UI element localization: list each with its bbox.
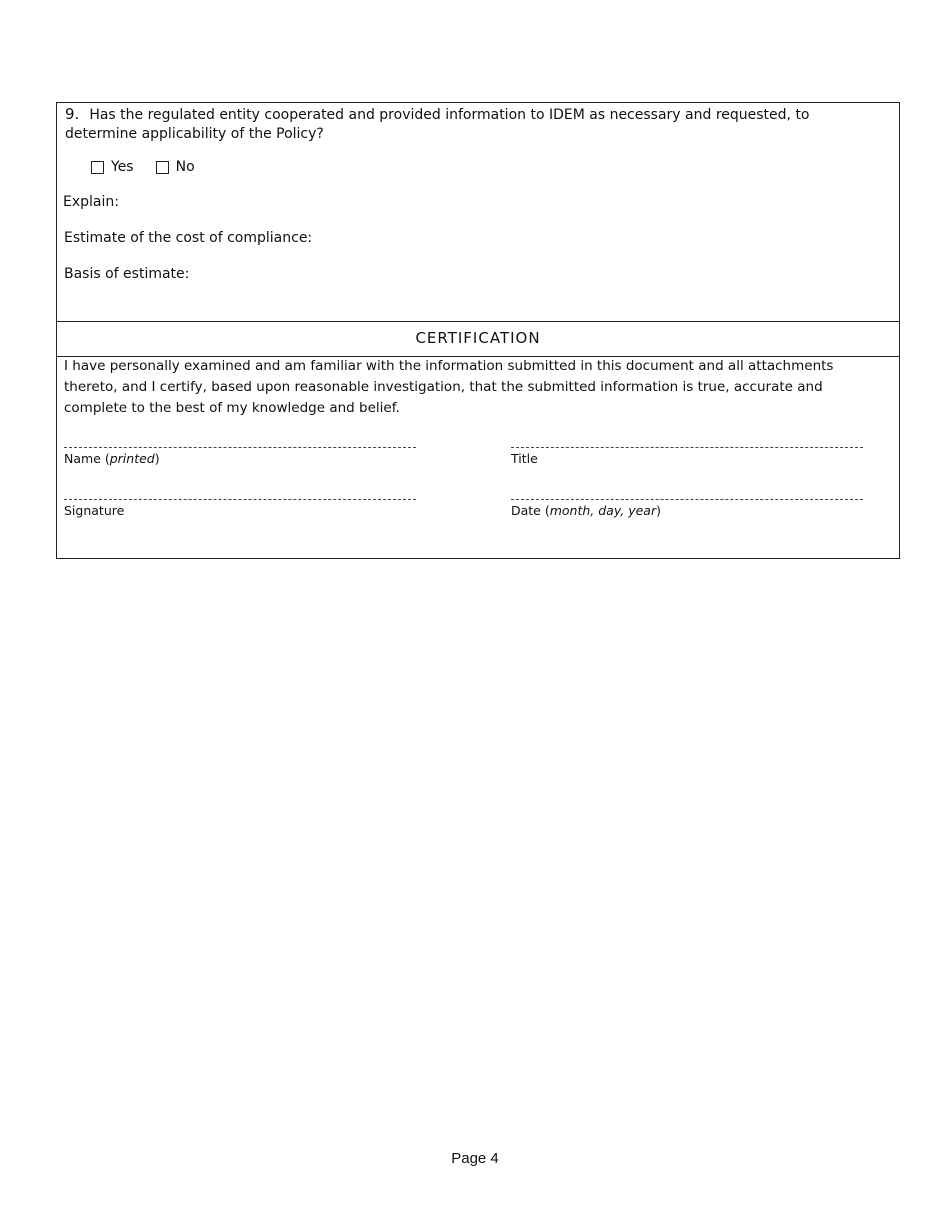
signature-line[interactable] — [64, 499, 416, 500]
option-no-label: No — [175, 159, 195, 175]
date-line[interactable] — [511, 499, 863, 500]
name-field[interactable] — [64, 447, 414, 466]
form-box — [56, 102, 900, 559]
question-section — [57, 103, 899, 322]
question-text: Has the regulated entity cooperated and provided information to IDEM as necessary and requested, to determine applicability of the Policy? — [65, 107, 810, 142]
basis-estimate-label: Basis of estimate: — [64, 266, 190, 282]
yes-checkbox[interactable] — [91, 161, 104, 174]
title-label: Title — [511, 451, 538, 466]
option-yes[interactable] — [91, 159, 134, 175]
cost-estimate-label: Estimate of the cost of compliance: — [64, 230, 313, 246]
certification-statement: I have personally examined and am familiar with the information submitted in this document and all attachments thereto, and I certify, based upon reasonable investigation, that the submitted information is true, accurate and complete to the best of my knowledge and belief. — [64, 358, 834, 416]
question-number: 9. — [65, 105, 80, 123]
signature-field[interactable] — [64, 499, 414, 518]
page-number: Page 4 — [451, 1150, 499, 1167]
title-field[interactable] — [511, 447, 861, 466]
name-label: Name (printed) — [64, 451, 160, 466]
explain-label: Explain: — [63, 194, 119, 210]
name-line[interactable] — [64, 447, 416, 448]
certification-title: CERTIFICATION — [57, 322, 899, 357]
date-label: Date (month, day, year) — [511, 503, 661, 518]
signature-label: Signature — [64, 503, 125, 518]
date-field[interactable] — [511, 499, 861, 518]
option-no[interactable] — [156, 159, 195, 175]
no-checkbox[interactable] — [156, 161, 169, 174]
option-yes-label: Yes — [111, 159, 134, 175]
answer-options — [91, 159, 217, 175]
question-text-block — [65, 105, 885, 144]
title-line[interactable] — [511, 447, 863, 448]
